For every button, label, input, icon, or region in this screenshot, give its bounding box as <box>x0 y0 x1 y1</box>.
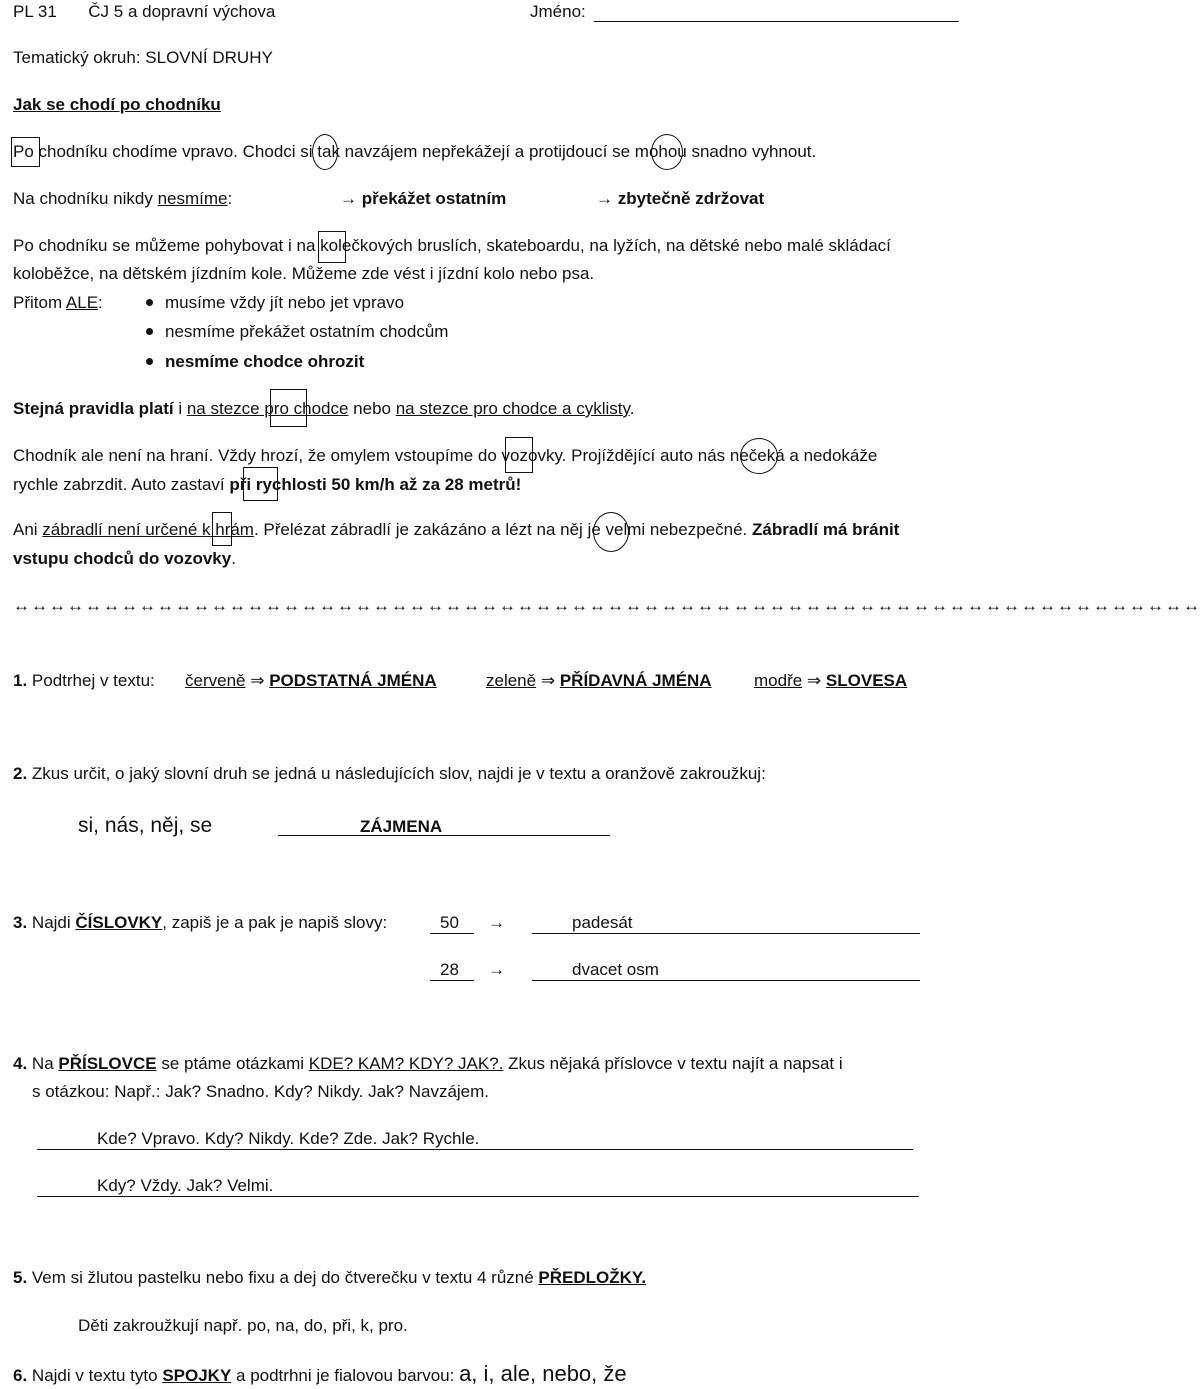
task-number: 5. <box>13 1268 28 1287</box>
keyword: PŘEDLOŽKY. <box>538 1268 647 1287</box>
task-2-words: si, nás, něj, se <box>78 814 213 837</box>
paragraph-1: Po chodníku chodíme vpravo. Chodci si tak navzájem nepřekážejí a protijdoucí se mohou snadno vyhnout. <box>13 142 817 161</box>
task-1-item-1 <box>185 671 437 691</box>
rules-path-1: na stezce pro chodce <box>186 399 349 418</box>
conjunctions: a, i, ale, nebo, že <box>459 1361 627 1386</box>
color-label: červeně <box>185 671 246 690</box>
task-text: Podtrhej v textu: <box>27 671 155 690</box>
paragraph-4-underlined: zábradlí není určené k hrám <box>42 520 254 539</box>
task-4-line-1 <box>13 1054 843 1074</box>
task-text: Zkus nějaká příslovce v textu najít a napsat i <box>503 1054 843 1073</box>
color-label: zeleně <box>486 671 537 690</box>
number-answer: 50 <box>440 913 459 932</box>
answer-1: Kde? Vpravo. Kdy? Nikdy. Kde? Zde. Jak? Rychle. <box>97 1129 480 1148</box>
paragraph-2-line-2: koloběžce, na dětském jízdním kole. Můžeme zde vést i jízdní kolo nebo psa. <box>13 264 595 283</box>
word-answer: dvacet osm <box>572 960 659 979</box>
preposition-box <box>11 137 40 167</box>
pronoun-circle <box>740 438 778 474</box>
task-number: 4. <box>13 1054 28 1073</box>
divider-arrows: ↔↔↔↔↔↔↔↔↔↔↔↔↔↔↔↔↔↔↔↔↔↔↔↔↔↔↔↔↔↔↔↔↔↔↔↔↔↔↔↔↔↔↔↔↔↔↔↔↔↔↔↔↔↔↔↔↔↔↔↔↔↔↔↔↔↔ <box>13 596 1201 615</box>
task-2-answer: ZÁJMENA <box>360 817 443 836</box>
task-text: Najdi v textu tyto <box>27 1366 163 1385</box>
implies-arrow-icon: ⇒ <box>806 671 822 690</box>
but-item-1: musíme vždy jít nebo jet vpravo <box>165 293 405 312</box>
name-blank[interactable] <box>594 3 959 22</box>
paragraph-4-text: Ani <box>13 520 43 539</box>
answer-2: Kdy? Vždy. Jak? Velmi. <box>97 1176 274 1195</box>
task-text: Zkus určit, o jaký slovní druh se jedná u následujících slov, najdi je v textu a oranžově zakroužkuj: <box>27 764 766 783</box>
preposition-box <box>318 231 346 263</box>
task-text: se ptáme otázkami <box>156 1054 309 1073</box>
task-text: , zapiš je a pak je napiš slovy: <box>162 913 388 932</box>
header <box>13 2 275 22</box>
sheet-number: PL 31 <box>13 2 57 21</box>
task-1-item-3 <box>754 671 907 691</box>
paragraph-3-text: rychle zabrzdit. Auto zastaví <box>13 475 230 494</box>
preposition-box <box>505 437 533 473</box>
arrow-icon: → <box>488 960 505 979</box>
word-class: PODSTATNÁ JMÉNA <box>269 671 437 690</box>
must-not-line <box>13 189 232 209</box>
word-class: PŘÍDAVNÁ JMÉNA <box>559 671 712 690</box>
must-not-keyword: nesmíme <box>157 189 228 208</box>
task-3 <box>13 913 387 933</box>
must-not-item-2 <box>596 189 764 209</box>
name-field <box>530 2 959 22</box>
arrow-icon: → <box>596 189 613 208</box>
task-number: 3. <box>13 913 28 932</box>
rules-bold: Stejná pravidla platí <box>13 399 174 418</box>
rules-path-2: na stezce pro chodce a cyklisty <box>395 399 630 418</box>
rules-or: nebo <box>348 399 396 418</box>
must-not-label: Na chodníku nikdy <box>13 189 158 208</box>
paragraph-4-line-2 <box>13 549 236 569</box>
but-keyword: ALE <box>65 293 99 312</box>
item-text: překážet ostatním <box>361 189 507 208</box>
task-6 <box>13 1361 627 1386</box>
page-title: Jak se chodí po chodníku <box>13 95 221 114</box>
bullet-icon <box>146 299 153 306</box>
task-number: 2. <box>13 764 28 783</box>
preposition-box <box>270 389 307 427</box>
task-1 <box>13 671 155 691</box>
task-4-line-2: s otázkou: Např.: Jak? Snadno. Kdy? Nikdy. Jak? Navzájem. <box>32 1082 490 1101</box>
rules-end: . <box>629 399 635 418</box>
but-pre: Přitom <box>13 293 66 312</box>
bullet-icon <box>146 358 153 365</box>
number-answer: 28 <box>440 960 459 979</box>
color-label: modře <box>754 671 803 690</box>
word-class: SLOVESA <box>825 671 908 690</box>
item-text: zbytečně zdržovat <box>617 189 765 208</box>
keyword: PŘÍSLOVCE <box>58 1054 157 1073</box>
pronoun-circle <box>651 134 683 170</box>
bullet-icon <box>146 328 153 335</box>
rules-mid: i <box>173 399 187 418</box>
task-2-answer-line[interactable] <box>278 814 610 836</box>
keyword: SPOJKY <box>162 1366 232 1385</box>
implies-arrow-icon: ⇒ <box>540 671 556 690</box>
paragraph-3-line-1: Chodník ale není na hraní. Vždy hrozí, že omylem vstoupíme do vozovky. Projíždějící auto nás nečeká a nedokáže <box>13 446 878 465</box>
paragraph-4-bold: vstupu chodců do vozovky <box>13 549 232 568</box>
paragraph-4-line-1 <box>13 520 899 540</box>
task-5 <box>13 1268 646 1288</box>
topic-value: SLOVNÍ DRUHY <box>145 48 273 67</box>
paragraph-4-bold: Zábradlí má bránit <box>751 520 900 539</box>
name-label: Jméno: <box>530 2 586 21</box>
but-label <box>13 293 103 313</box>
topic <box>13 48 273 68</box>
subject: ČJ 5 a dopravní výchova <box>88 2 276 21</box>
task-5-note: Děti zakroužkují např. po, na, do, při, k, pro. <box>78 1316 408 1335</box>
questions: KDE? KAM? KDY? JAK?. <box>308 1054 504 1073</box>
preposition-box <box>243 467 278 501</box>
paragraph-4-text: . Přelézat zábradlí je zakázáno a lézt na něj je velmi nebezpečné. <box>253 520 752 539</box>
task-number: 1. <box>13 671 28 690</box>
keyword: ČÍSLOVKY <box>75 913 163 932</box>
but-item-3: nesmíme chodce ohrozit <box>165 352 365 371</box>
word-answer: padesát <box>572 913 633 932</box>
implies-arrow-icon: ⇒ <box>250 671 265 690</box>
preposition-box <box>212 512 232 546</box>
colon: : <box>98 293 103 312</box>
arrow-icon: → <box>340 189 357 208</box>
pronoun-circle <box>312 134 338 170</box>
task-2 <box>13 764 766 784</box>
pronoun-circle <box>593 512 629 552</box>
task-text: Najdi <box>27 913 76 932</box>
task-number: 6. <box>13 1366 28 1385</box>
paragraph-3-bold: při rychlosti 50 km/h až za 28 metrů! <box>229 475 522 494</box>
task-text: Vem si žlutou pastelku nebo fixu a dej do čtverečku v textu 4 různé <box>27 1268 539 1287</box>
task-text: Na <box>27 1054 59 1073</box>
colon: : <box>227 189 233 208</box>
rules-paragraph <box>13 399 634 419</box>
but-item-2: nesmíme překážet ostatním chodcům <box>165 322 449 341</box>
task-text: a podtrhni je fialovou barvou: <box>231 1366 460 1385</box>
arrow-icon: → <box>488 913 505 932</box>
paragraph-2-line-1: Po chodníku se můžeme pohybovat i na kolečkových bruslích, skateboardu, na lyžích, na dětské nebo malé skládací <box>13 236 891 255</box>
paragraph-4-end: . <box>231 549 236 568</box>
task-1-item-2 <box>486 671 712 691</box>
topic-label: Tematický okruh: <box>13 48 141 67</box>
must-not-item-1 <box>340 189 506 209</box>
